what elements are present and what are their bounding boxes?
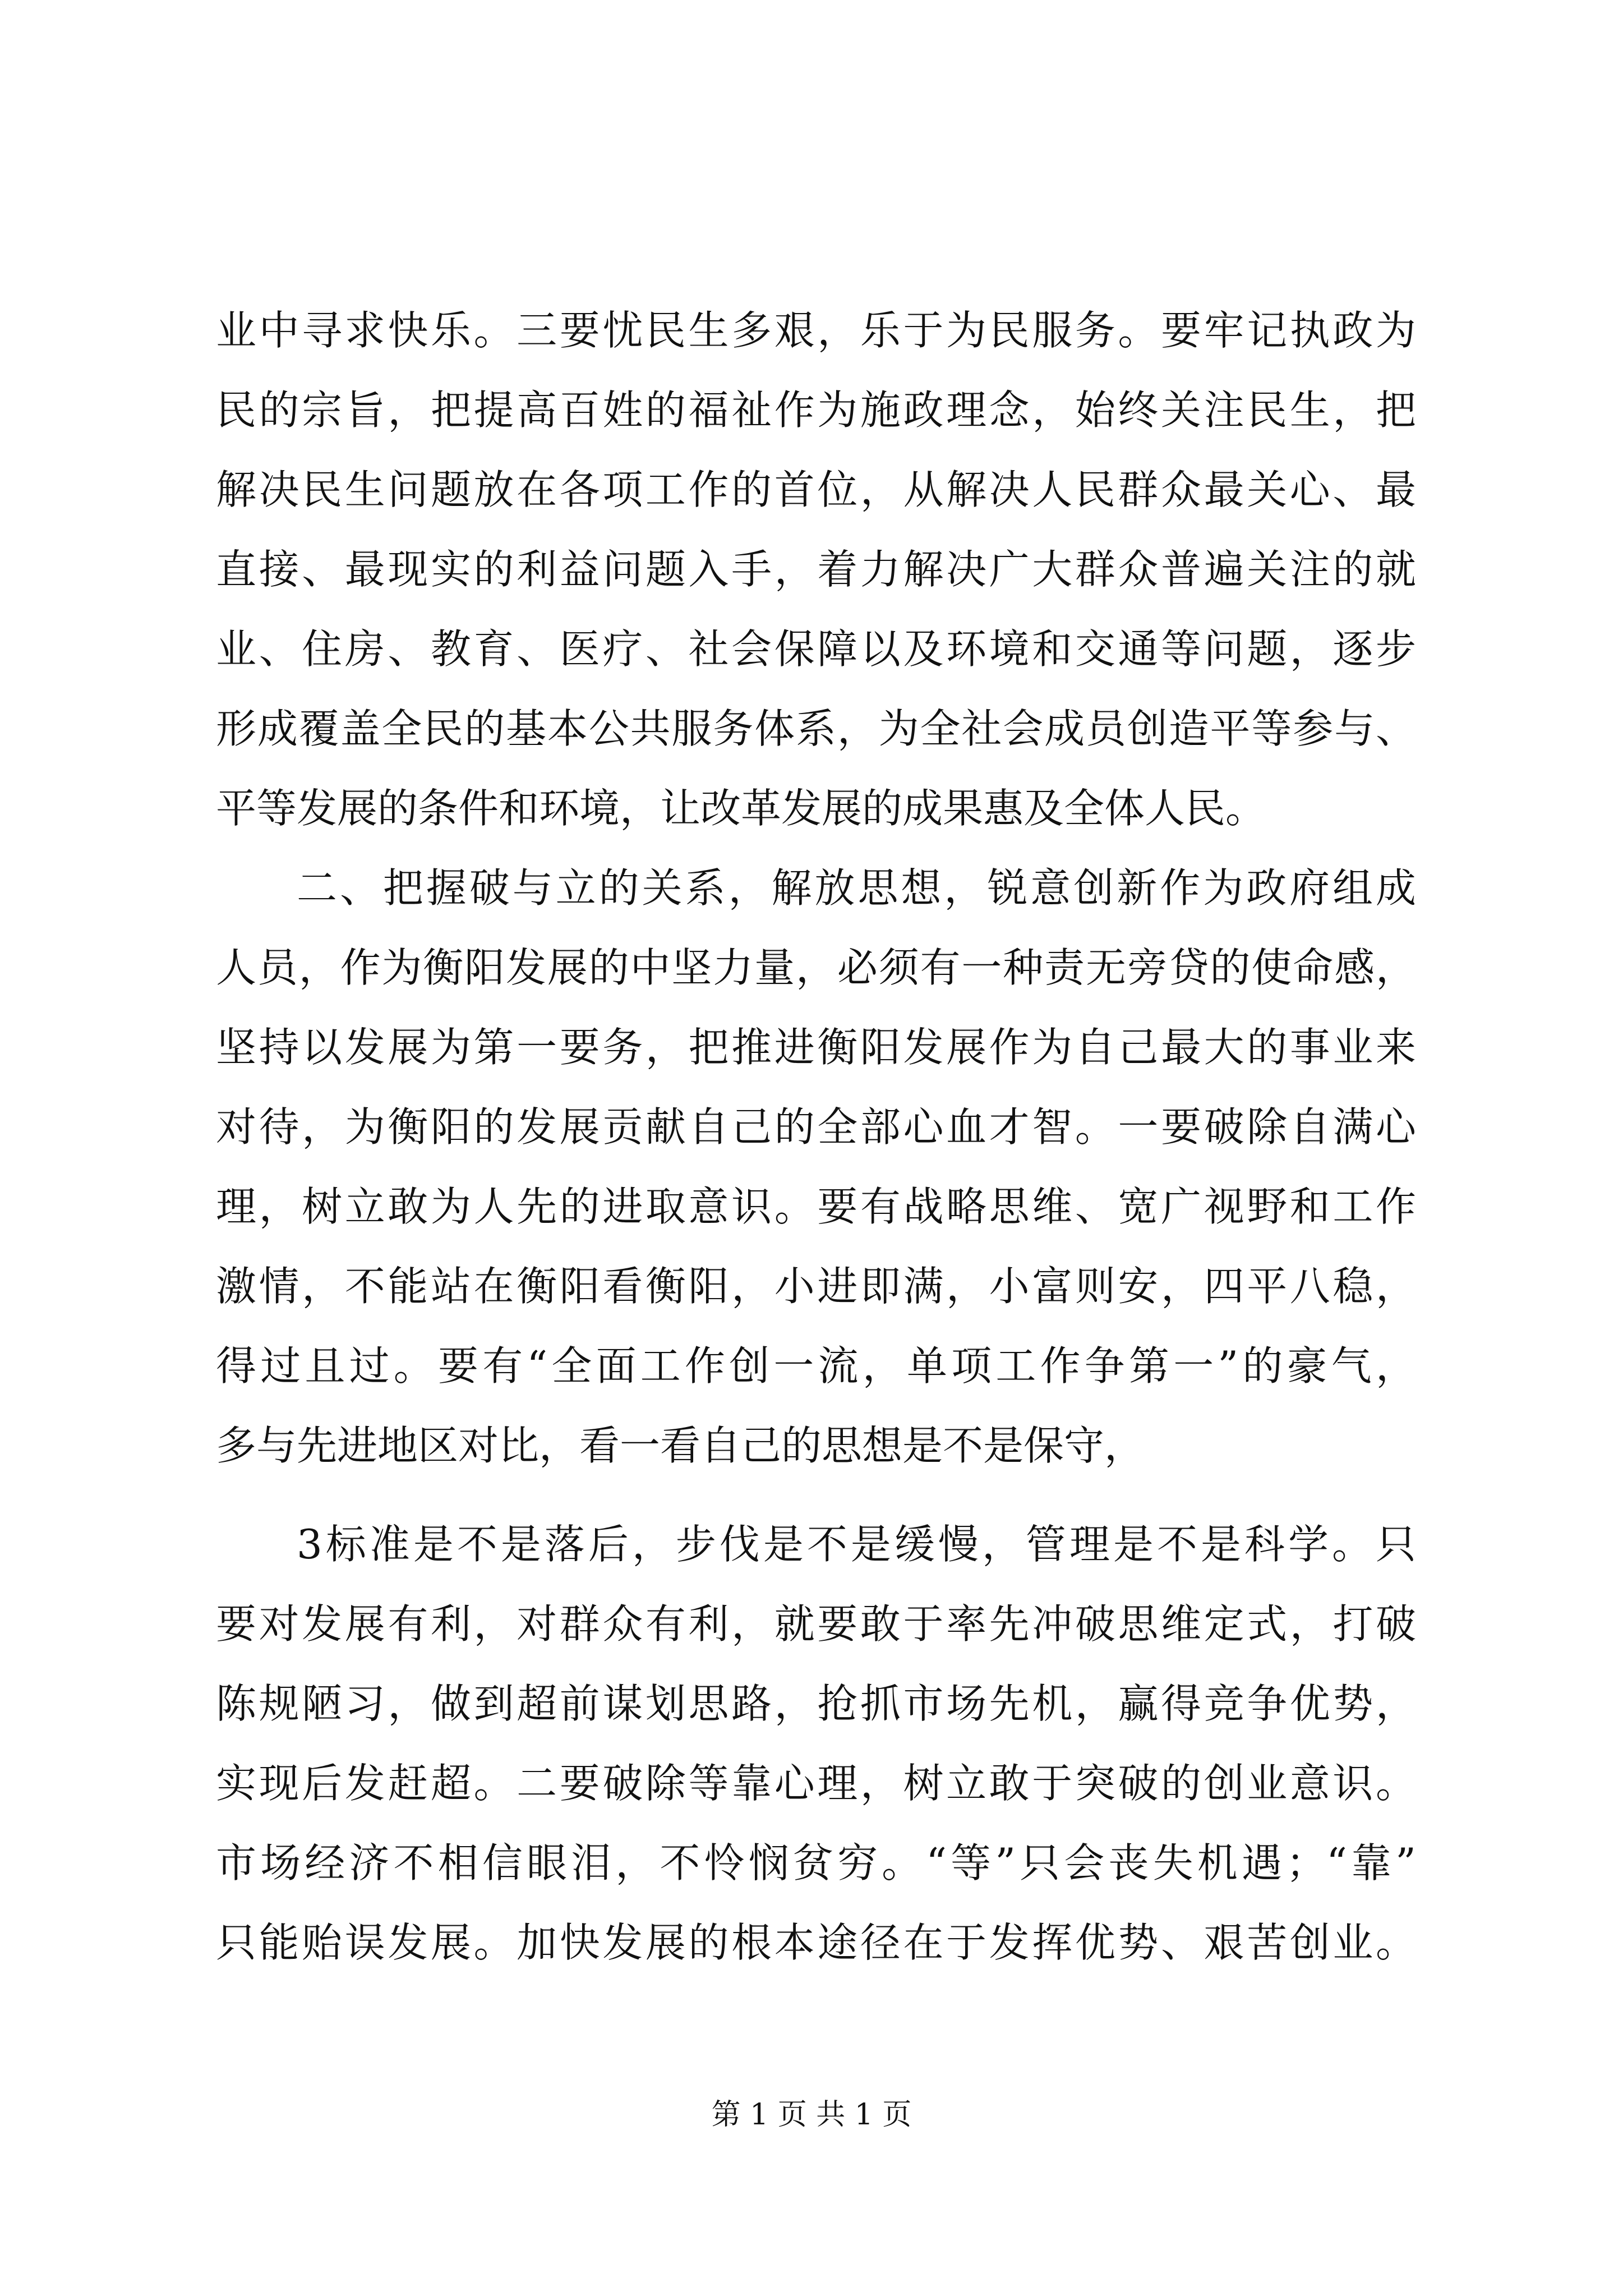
- text-line: 业、住房、教育、医疗、社会保障以及环境和交通等问题，逐步: [216, 625, 1416, 673]
- text-line: 形成覆盖全民的基本公共服务体系，为全社会成员创造平等参与、: [216, 705, 1416, 752]
- text-line: 市场经济不相信眼泪，不怜悯贫穷。“等”只会丧失机遇；“靠”: [216, 1839, 1416, 1887]
- text-line: 陈规陋习，做到超前谋划思路，抢抓市场先机，赢得竞争优势，: [216, 1680, 1416, 1727]
- text-line: 多与先进地区对比，看一看自己的思想是不是保守，: [216, 1422, 1145, 1469]
- text-line: 业中寻求快乐。三要忧民生多艰，乐于为民服务。要牢记执政为: [216, 307, 1416, 354]
- text-line: 解决民生问题放在各项工作的首位，从解决人民群众最关心、最: [216, 466, 1416, 513]
- text-line: 坚持以发展为第一要务，把推进衡阳发展作为自己最大的事业来: [216, 1024, 1416, 1071]
- text-line: 民的宗旨，把提高百姓的福祉作为施政理念，始终关注民生，把: [216, 386, 1416, 434]
- paragraph-gap: [216, 1485, 1416, 1504]
- text-line: 要对发展有利，对群众有利，就要敢于率先冲破思维定式，打破: [216, 1600, 1416, 1648]
- text-line: 只能贻误发展。加快发展的根本途径在于发挥优势、艰苦创业。: [216, 1919, 1416, 1966]
- paragraph-heading-line: 二、把握破与立的关系，解放思想，锐意创新作为政府组成: [297, 864, 1416, 912]
- text-line: 直接、最现实的利益问题入手，着力解决广大群众普遍关注的就: [216, 546, 1416, 593]
- text-line: 平等发展的条件和环境，让改革发展的成果惠及全体人民。: [216, 785, 1266, 832]
- text-line: 理，树立敢为人先的进取意识。要有战略思维、宽广视野和工作: [216, 1183, 1416, 1230]
- paragraph-first-line: 3标准是不是落后，步伐是不是缓慢，管理是不是科学。只: [297, 1521, 1416, 1568]
- body-text: [216, 291, 1416, 1982]
- text-line: 实现后发赶超。二要破除等靠心理，树立敢于突破的创业意识。: [216, 1760, 1416, 1807]
- page-footer: 第 1 页 共 1 页: [711, 2098, 912, 2132]
- text-line: 激情，不能站在衡阳看衡阳，小进即满，小富则安，四平八稳，: [216, 1263, 1416, 1310]
- text-line: 人员，作为衡阳发展的中坚力量，必须有一种责无旁贷的使命感，: [216, 944, 1416, 991]
- text-line: 对待，为衡阳的发展贡献自己的全部心血才智。一要破除自满心: [216, 1103, 1416, 1151]
- text-line: 得过且过。要有“全面工作创一流，单项工作争第一”的豪气，: [216, 1342, 1416, 1389]
